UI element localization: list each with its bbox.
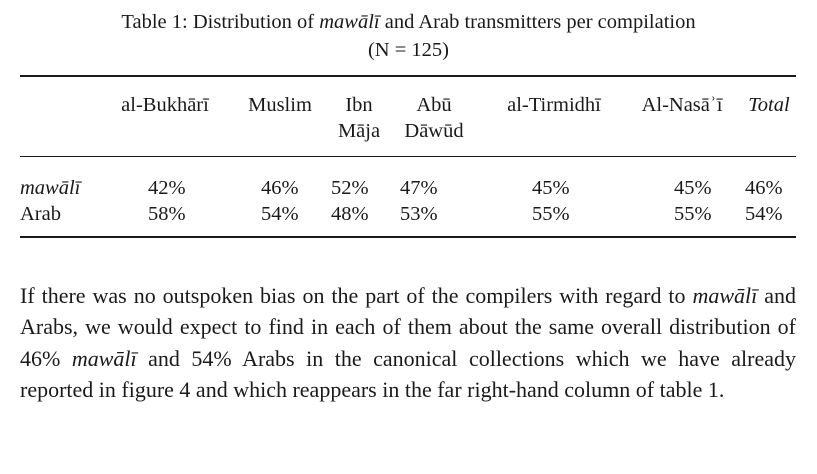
caption-term: mawālī — [319, 11, 380, 33]
caption-prefix: Table 1: Distribution of — [121, 11, 320, 33]
caption-line-2: (N = 125) — [367, 39, 450, 61]
row-label-arab: Arab — [20, 203, 61, 225]
column-header-muslim: Muslim — [248, 94, 312, 116]
table-cell: 48% — [331, 203, 369, 225]
column-header-total: Total — [748, 94, 790, 116]
column-header-ibn-maja: Ibn Māja — [337, 94, 381, 142]
column-header-abu-dawud: Abū Dāwūd — [404, 94, 464, 142]
table-cell: 55% — [532, 203, 570, 225]
table-cell: 47% — [400, 177, 438, 199]
table-cell: 53% — [400, 203, 438, 225]
table-cell: 45% — [674, 177, 712, 199]
bottom-rule — [20, 236, 796, 238]
caption-suffix: and Arab transmitters per compilation — [379, 11, 696, 33]
table-cell: 46% — [261, 177, 299, 199]
header-rule — [20, 156, 796, 157]
column-header-bukhari: al-Bukhārī — [121, 94, 209, 116]
table-cell: 58% — [148, 203, 186, 225]
top-rule — [20, 75, 796, 77]
column-header-tirmidhi: al-Tirmidhī — [507, 94, 601, 116]
table-cell: 54% — [261, 203, 299, 225]
table-cell: 55% — [674, 203, 712, 225]
table-cell: 54% — [745, 203, 783, 225]
body-paragraph: If there was no outspoken bias on the part of the compilers with regard to mawālī and Arabs, we would expect to find in each of them about the same overall distribution of 46% mawālī and 54% Arabs in the canonical collections which we have already reported in figure 4 and which reappears in the far right-hand column of table 1. — [20, 283, 797, 403]
column-header-nasai: Al-Nasāʾī — [641, 94, 723, 116]
table-caption — [0, 8, 817, 64]
table-cell: 52% — [331, 177, 369, 199]
table-cell: 45% — [532, 177, 570, 199]
caption-line-1 — [0, 8, 817, 36]
table-cell: 46% — [745, 177, 783, 199]
row-label-mawali: mawālī — [20, 177, 81, 199]
table-cell: 42% — [148, 177, 186, 199]
